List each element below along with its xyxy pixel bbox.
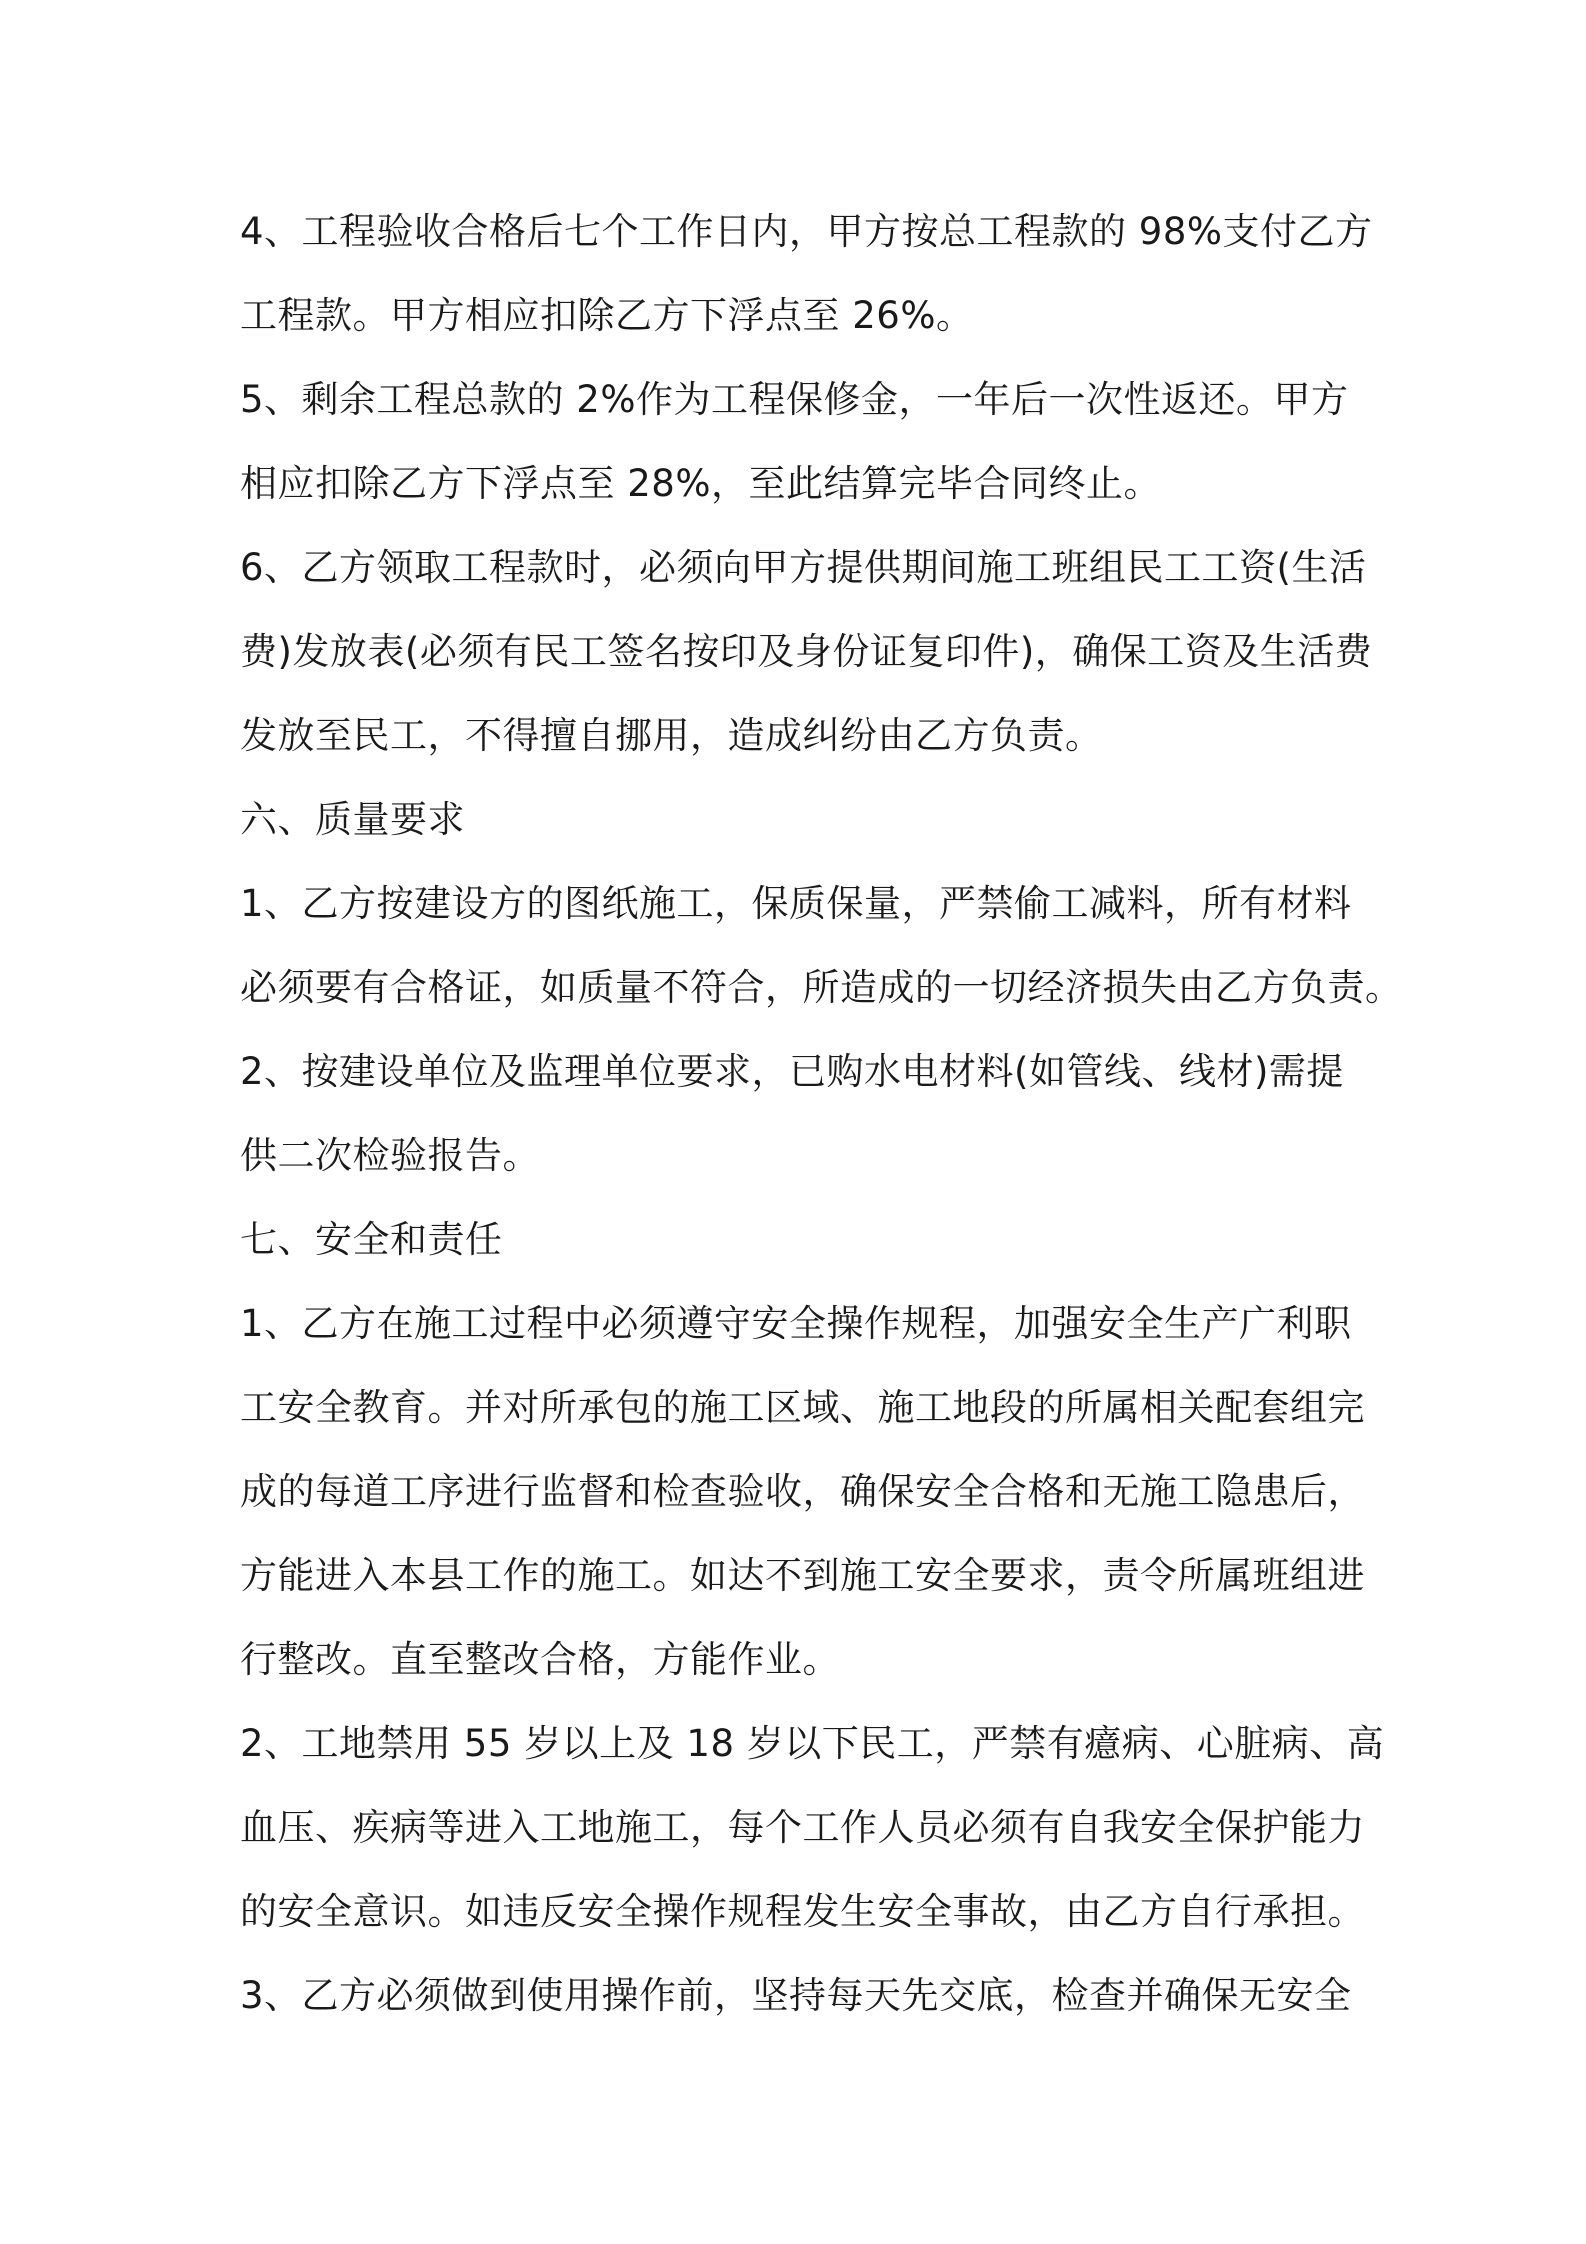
- section-heading-quality: [240, 778, 1355, 862]
- text-line: 工安全教育。并对所承包的施工区域、施工地段的所属相关配套组完: [240, 1386, 1365, 1429]
- text-line: 1、乙方在施工过程中必须遵守安全操作规程，加强安全生产广利职: [240, 1302, 1352, 1345]
- paragraph-safety-2: [240, 1702, 1385, 1954]
- paragraph-quality-1: [240, 862, 1403, 1030]
- text-line: 成的每道工序进行监督和检查验收，确保安全合格和无施工隐患后，: [240, 1470, 1365, 1513]
- text-line: 的安全意识。如违反安全操作规程发生安全事故，由乙方自行承担。: [240, 1890, 1365, 1933]
- text-line: 供二次检验报告。: [240, 1134, 540, 1177]
- text-line: 6、乙方领取工程款时，必须向甲方提供期间施工班组民工工资(生活: [240, 546, 1367, 589]
- text-line: 2、按建设单位及监理单位要求，已购水电材料(如管线、线材)需提: [240, 1050, 1344, 1093]
- text-line: 血压、疾病等进入工地施工，每个工作人员必须有自我安全保护能力: [240, 1806, 1365, 1849]
- text-line: 相应扣除乙方下浮点至 28%，至此结算完毕合同终止。: [240, 462, 1161, 505]
- text-line: 工程款。甲方相应扣除乙方下浮点至 26%。: [240, 294, 974, 337]
- section-heading-safety: [240, 1198, 1355, 1282]
- section-heading-text: 六、质量要求: [240, 798, 465, 841]
- paragraph-quality-2: [240, 1030, 1355, 1198]
- text-line: 行整改。直至整改合格，方能作业。: [240, 1638, 840, 1681]
- paragraph-safety-1: [240, 1282, 1365, 1702]
- text-line: 方能进入本县工作的施工。如达不到施工安全要求，责令所属班组进: [240, 1554, 1365, 1597]
- text-line: 必须要有合格证，如质量不符合，所造成的一切经济损失由乙方负责。: [240, 966, 1403, 1009]
- section-heading-text: 七、安全和责任: [240, 1218, 503, 1261]
- text-line: 3、乙方必须做到使用操作前，坚持每天先交底，检查并确保无安全: [240, 1974, 1352, 2017]
- paragraph-payment-98: [240, 190, 1373, 358]
- text-line: 发放至民工，不得擅自挪用，造成纠纷由乙方负责。: [240, 714, 1103, 757]
- paragraph-wage-sheet: [240, 526, 1373, 778]
- paragraph-warranty-2: [240, 358, 1355, 526]
- text-line: 4、工程验收合格后七个工作日内，甲方按总工程款的 98%支付乙方: [240, 210, 1373, 253]
- text-line: 费)发放表(必须有民工签名按印及身份证复印件)，确保工资及生活费: [240, 630, 1373, 673]
- text-line: 1、乙方按建设方的图纸施工，保质保量，严禁偷工减料，所有材料: [240, 882, 1352, 925]
- paragraph-safety-3: [240, 1954, 1355, 2038]
- text-line: 2、工地禁用 55 岁以上及 18 岁以下民工，严禁有癔病、心脏病、高: [240, 1722, 1385, 1765]
- text-line: 5、剩余工程总款的 2%作为工程保修金，一年后一次性返还。甲方: [240, 378, 1349, 421]
- document-body: [240, 190, 1403, 2038]
